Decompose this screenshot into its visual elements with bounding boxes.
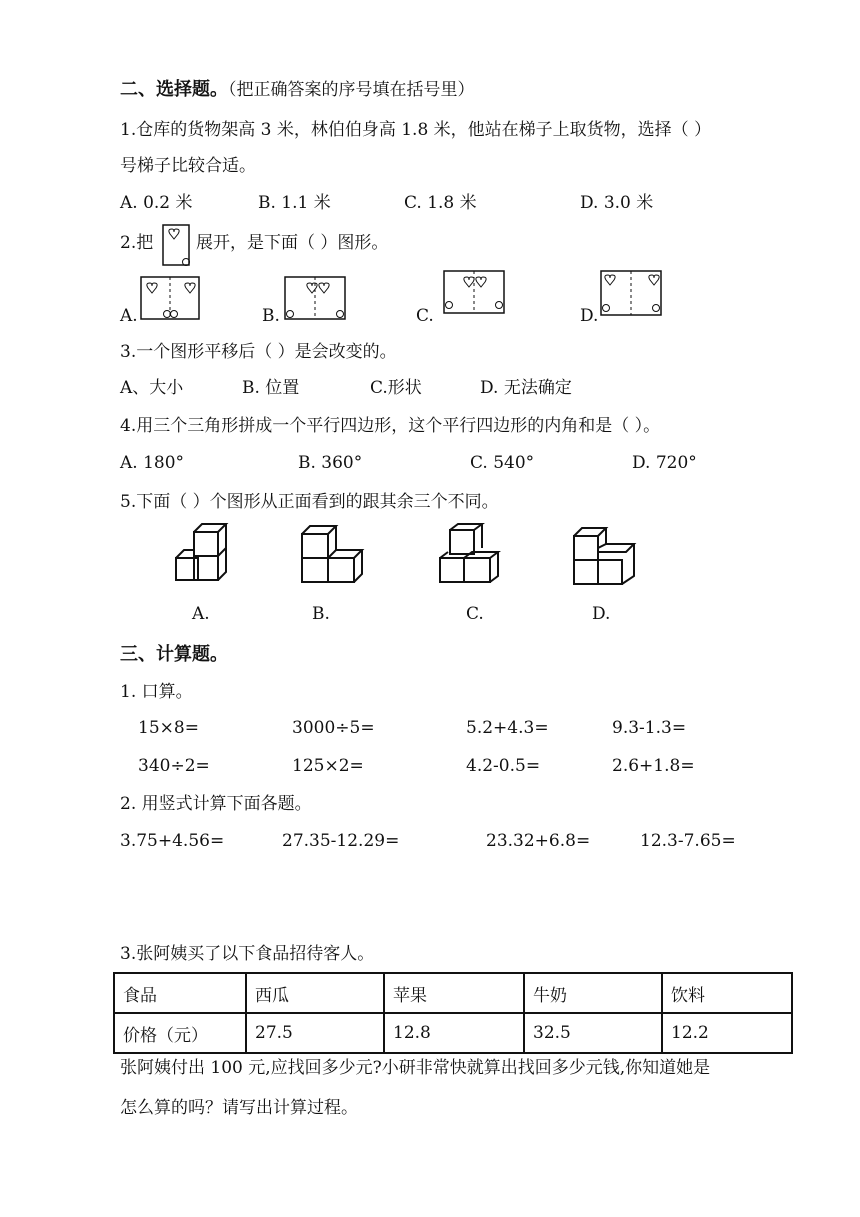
q1-option-d[interactable]: D. 3.0 米 (580, 193, 654, 213)
q2-option-b-label[interactable]: B. (262, 306, 280, 326)
section3-heading: 三、计算题。 (120, 644, 228, 665)
table-cell: 西瓜 (246, 973, 384, 1013)
q4-option-c[interactable]: C. 540° (470, 453, 535, 473)
q1-option-a[interactable]: A. 0.2 米 (120, 193, 193, 213)
table-cell: 饮料 (662, 973, 792, 1013)
table-cell: 12.2 (662, 1013, 792, 1053)
q5-option-c[interactable]: C. (466, 604, 484, 624)
q2-option-c-shape[interactable] (443, 270, 507, 316)
table-cell: 苹果 (384, 973, 524, 1013)
q3-option-c[interactable]: C.形状 (370, 378, 422, 398)
oral-r2-c3: 4.2-0.5= (466, 756, 541, 776)
folded-paper-icon (162, 224, 192, 268)
q2-option-a-label[interactable]: A. (120, 306, 138, 326)
q5-figure-b[interactable] (298, 522, 368, 588)
oral-r2-c4: 2.6+1.8= (612, 756, 695, 776)
oral-title: 1. 口算。 (120, 682, 193, 702)
q1-line2: 号梯子比较合适。 (120, 156, 256, 176)
vertical-item-3: 23.32+6.8= (486, 831, 591, 851)
q3-text-2: 怎么算的吗？请写出计算过程。 (120, 1098, 358, 1118)
oral-r1-c3: 5.2+4.3= (466, 718, 549, 738)
q4-option-b[interactable]: B. 360° (298, 453, 363, 473)
q5-option-d[interactable]: D. (592, 604, 611, 624)
oral-r1-c4: 9.3-1.3= (612, 718, 687, 738)
q4-option-a[interactable]: A. 180° (120, 453, 185, 473)
q5-option-a[interactable]: A. (192, 604, 210, 624)
q2-prefix: 2.把 (120, 233, 154, 253)
q5-option-b[interactable]: B. (312, 604, 330, 624)
q5-stem: 5.下面（ ）个图形从正面看到的跟其余三个不同。 (120, 492, 499, 512)
section2-note: （把正确答案的序号填在括号里） (228, 80, 475, 100)
q1-option-b[interactable]: B. 1.1 米 (258, 193, 331, 213)
section2-title: 二、选择题。 (120, 79, 228, 100)
vertical-item-1: 3.75+4.56= (120, 831, 225, 851)
price-table (113, 972, 793, 1054)
table-cell: 牛奶 (524, 973, 662, 1013)
section2-heading (120, 80, 475, 100)
vertical-title: 2. 用竖式计算下面各题。 (120, 794, 312, 814)
table-cell: 食品 (114, 973, 246, 1013)
table-cell: 27.5 (246, 1013, 384, 1053)
q2-suffix: 展开，是下面（ ）图形。 (196, 233, 389, 253)
q3-text-1: 张阿姨付出 100 元,应找回多少元?小研非常快就算出找回多少元钱,你知道她是 (120, 1058, 711, 1078)
q2-option-d-shape[interactable] (600, 270, 664, 318)
table-row (114, 1013, 792, 1053)
q3-stem: 3.一个图形平移后（ ）是会改变的。 (120, 342, 397, 362)
oral-r1-c1: 15×8= (138, 718, 199, 738)
q2-option-c-label[interactable]: C. (416, 306, 434, 326)
vertical-item-4: 12.3-7.65= (640, 831, 736, 851)
q2-option-a-shape[interactable] (140, 276, 202, 322)
table-cell: 12.8 (384, 1013, 524, 1053)
q2-option-d-label[interactable]: D. (580, 306, 599, 326)
q4-option-d[interactable]: D. 720° (632, 453, 697, 473)
q4-stem: 4.用三个三角形拼成一个平行四边形，这个平行四边形的内角和是（ ）。 (120, 416, 661, 436)
table-row (114, 973, 792, 1013)
oral-r2-c1: 340÷2= (138, 756, 210, 776)
q3-option-b[interactable]: B. 位置 (242, 378, 300, 398)
q3-title: 3.张阿姨买了以下食品招待客人。 (120, 944, 375, 964)
vertical-item-2: 27.35-12.29= (282, 831, 400, 851)
q1-line1: 1.仓库的货物架高 3 米，林伯伯身高 1.8 米，他站在梯子上取货物，选择（ ） (120, 120, 712, 140)
q1-option-c[interactable]: C. 1.8 米 (404, 193, 477, 213)
q2-option-b-shape[interactable] (284, 276, 348, 322)
table-cell: 32.5 (524, 1013, 662, 1053)
q3-option-d[interactable]: D. 无法确定 (480, 378, 572, 398)
oral-r1-c2: 3000÷5= (292, 718, 375, 738)
q5-figure-d[interactable] (570, 526, 640, 588)
q5-figure-a[interactable] (170, 522, 232, 588)
oral-r2-c2: 125×2= (292, 756, 364, 776)
q5-figure-c[interactable] (436, 522, 506, 588)
q3-option-a[interactable]: A、大小 (120, 378, 184, 398)
table-cell: 价格（元） (114, 1013, 246, 1053)
